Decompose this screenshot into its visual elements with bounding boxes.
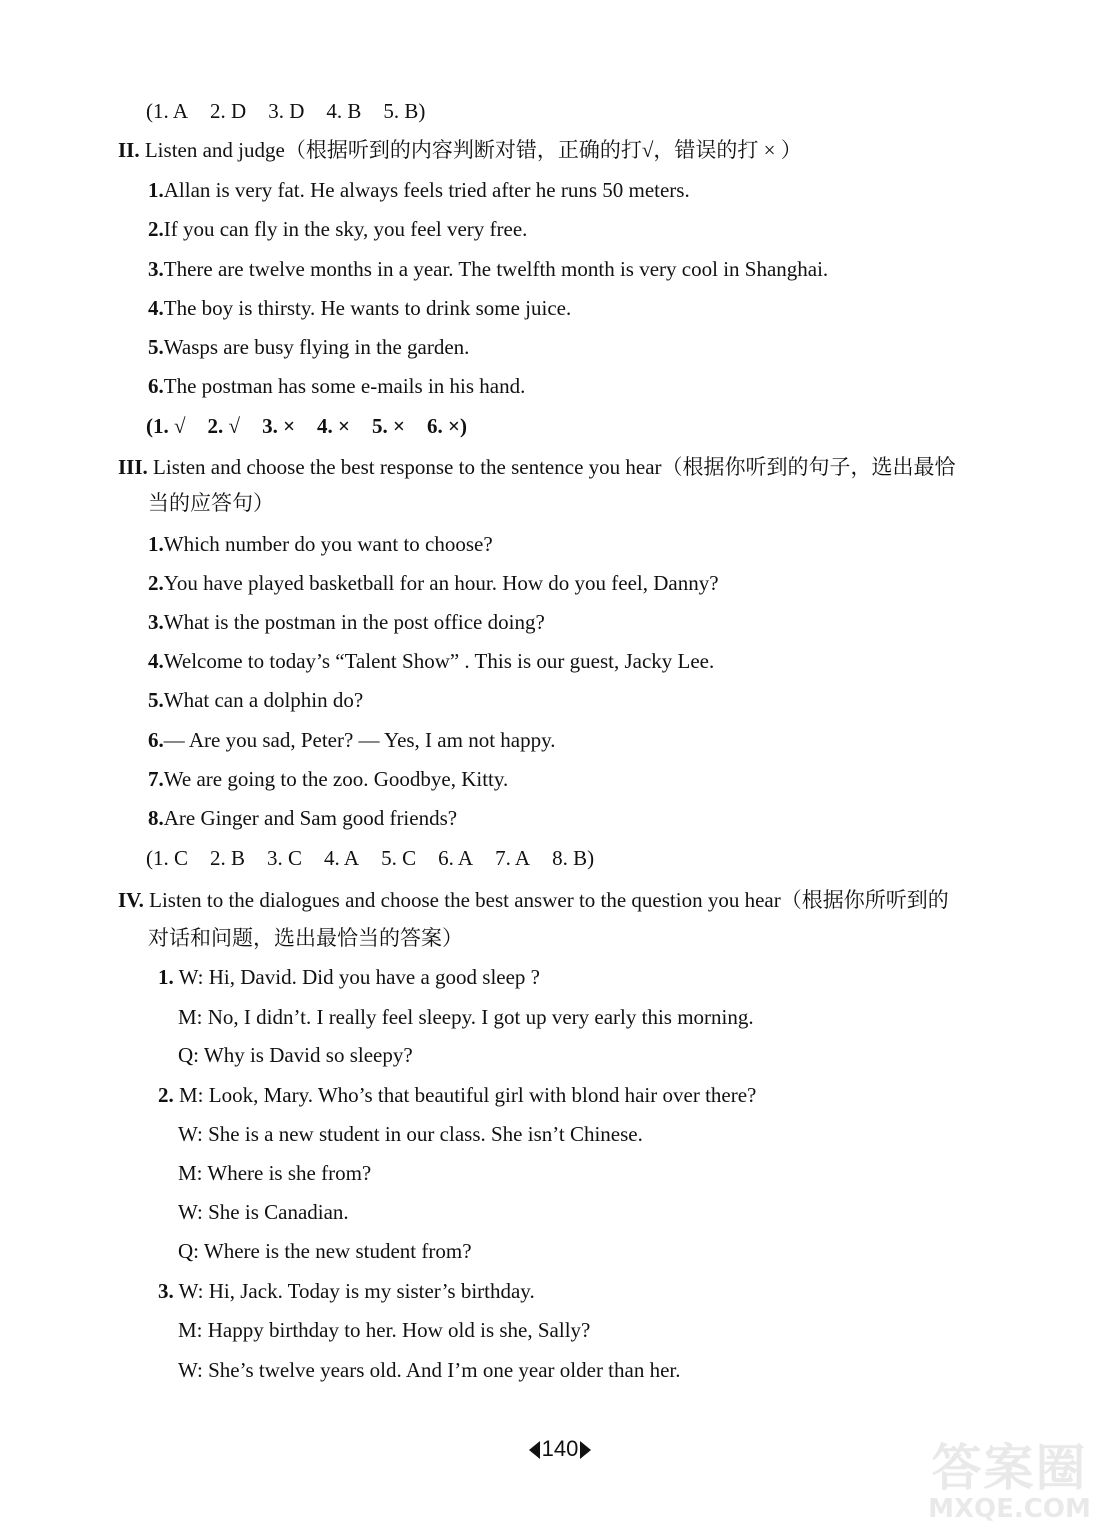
- item-number: 1.: [148, 532, 164, 556]
- answer-item: 2. √: [207, 414, 241, 438]
- answer-item: 2. B: [210, 846, 246, 870]
- watermark-logo: [907, 1439, 1112, 1532]
- dialogue-2-line: M: Where is she from?: [178, 1161, 372, 1185]
- item-number: 8.: [148, 806, 164, 830]
- item-text: What is the postman in the post office doing?: [163, 610, 545, 634]
- answers-section-3: (1. C 2. B 3. C 4. A 5. C 6. A 7. A 8. B): [146, 846, 595, 870]
- item-text: The postman has some e-mails in his hand.: [163, 374, 526, 398]
- answer-item: 8. B: [552, 846, 588, 870]
- dialogue-2-line: Q: Where is the new student from?: [178, 1239, 472, 1263]
- answer-item: 6. A: [438, 846, 474, 870]
- answer-item: 6. ×: [426, 414, 460, 438]
- item-number: 3.: [148, 257, 164, 281]
- dialogue-3-line: M: Happy birthday to her. How old is she, Sally?: [178, 1318, 591, 1342]
- item-number: 3.: [148, 610, 164, 634]
- answer-item: 5. B: [383, 99, 419, 123]
- item-number: 2.: [158, 1083, 174, 1107]
- dialogue-text: M: Look, Mary. Who’s that beautiful girl with blond hair over there?: [179, 1083, 757, 1107]
- section-title: Listen and judge（根据听到的内容判断对错，正确的打√，错误的打 × ）: [144, 138, 802, 162]
- list-item: [148, 570, 719, 596]
- list-item: [148, 531, 493, 557]
- list-item: [148, 727, 556, 753]
- dialogue-text: W: Hi, Jack. Today is my sister’s birthday.: [178, 1279, 535, 1303]
- section-3-heading: [118, 454, 956, 480]
- dialogue-1-line: [158, 964, 540, 990]
- item-number: 4.: [148, 296, 164, 320]
- answer-item: 1. √: [153, 414, 186, 438]
- item-text: Wasps are busy flying in the garden.: [163, 335, 470, 359]
- section-number: II.: [118, 138, 140, 162]
- item-text: — Are you sad, Peter? — Yes, I am not happy.: [163, 728, 556, 752]
- item-text: You have played basketball for an hour. How do you feel, Danny?: [163, 571, 719, 595]
- dialogue-text: W: Hi, David. Did you have a good sleep ?: [178, 965, 541, 989]
- item-number: 2.: [148, 217, 164, 241]
- item-number: 7.: [148, 767, 164, 791]
- list-item: [148, 609, 545, 635]
- item-text: There are twelve months in a year. The twelfth month is very cool in Shanghai.: [163, 257, 829, 281]
- list-item: [148, 687, 363, 713]
- item-number: 1.: [148, 178, 164, 202]
- answer-item: 3. C: [267, 846, 303, 870]
- item-number: 5.: [148, 335, 164, 359]
- list-item: [148, 805, 457, 831]
- watermark-url: MXQE.COM: [928, 1494, 1091, 1524]
- dialogue-2-line: [158, 1082, 756, 1108]
- answer-item: 1. A: [153, 99, 189, 123]
- watermark-text: 答案圈: [931, 1439, 1088, 1497]
- item-text: Allan is very fat. He always feels tried after he runs 50 meters.: [163, 178, 690, 202]
- dialogue-3-line: [158, 1278, 535, 1304]
- section-number: IV.: [118, 888, 144, 912]
- answer-item: 4. B: [326, 99, 362, 123]
- section-title-continued: 当的应答句）: [148, 491, 274, 515]
- item-text: Are Ginger and Sam good friends?: [163, 806, 458, 830]
- section-title-continued: 对话和问题，选出最恰当的答案）: [148, 926, 463, 950]
- dialogue-3-line: W: She’s twelve years old. And I’m one year older than her.: [178, 1358, 681, 1382]
- answer-item: 4. ×: [317, 414, 350, 438]
- dialogue-1-line: Q: Why is David so sleepy?: [178, 1043, 413, 1067]
- answer-item: 2. D: [210, 99, 247, 123]
- item-number: 1.: [158, 965, 174, 989]
- dialogue-1-line: M: No, I didn’t. I really feel sleepy. I got up very early this morning.: [178, 1005, 754, 1029]
- answer-item: 5. ×: [372, 414, 405, 438]
- answer-item: 4. A: [324, 846, 360, 870]
- section-title: Listen to the dialogues and choose the best answer to the question you hear（根据你所听到的: [149, 888, 949, 912]
- item-text: Welcome to today’s “Talent Show” . This is our guest, Jacky Lee.: [163, 649, 715, 673]
- item-number: 6.: [148, 374, 164, 398]
- item-number: 4.: [148, 649, 164, 673]
- right-triangle-icon: [580, 1441, 591, 1459]
- item-number: 3.: [158, 1279, 174, 1303]
- section-4-heading: [118, 887, 949, 913]
- section-title: Listen and choose the best response to the sentence you hear（根据你听到的句子，选出最恰: [153, 455, 956, 479]
- answer-item: 7. A: [495, 846, 531, 870]
- item-text: We are going to the zoo. Goodbye, Kitty.: [163, 767, 509, 791]
- item-number: 6.: [148, 728, 164, 752]
- item-text: The boy is thirsty. He wants to drink some juice.: [163, 296, 572, 320]
- dialogue-2-line: W: She is Canadian.: [178, 1200, 349, 1224]
- list-item: [148, 648, 714, 674]
- item-number: 2.: [148, 571, 164, 595]
- answer-item: 1. C: [153, 846, 189, 870]
- answers-section-2: (1. √ 2. √ 3. × 4. × 5. × 6. ×): [146, 414, 467, 438]
- item-text: What can a dolphin do?: [163, 688, 364, 712]
- section-2-heading: [118, 137, 802, 163]
- list-item: [148, 334, 469, 360]
- answer-item: 3. ×: [262, 414, 296, 438]
- answer-item: 3. D: [268, 99, 305, 123]
- list-item: [148, 177, 690, 203]
- list-item: [148, 766, 508, 792]
- list-item: [148, 373, 525, 399]
- list-item: [148, 256, 828, 282]
- page-number-text: 140: [541, 1436, 579, 1461]
- left-triangle-icon: [529, 1441, 540, 1459]
- item-text: Which number do you want to choose?: [163, 532, 493, 556]
- list-item: [148, 216, 527, 242]
- item-text: If you can fly in the sky, you feel very free.: [163, 217, 528, 241]
- list-item: [148, 295, 571, 321]
- dialogue-2-line: W: She is a new student in our class. She isn’t Chinese.: [178, 1122, 643, 1146]
- item-number: 5.: [148, 688, 164, 712]
- answers-section-1: (1. A 2. D 3. D 4. B 5. B): [146, 99, 426, 123]
- answer-item: 5. C: [381, 846, 417, 870]
- section-number: III.: [118, 455, 148, 479]
